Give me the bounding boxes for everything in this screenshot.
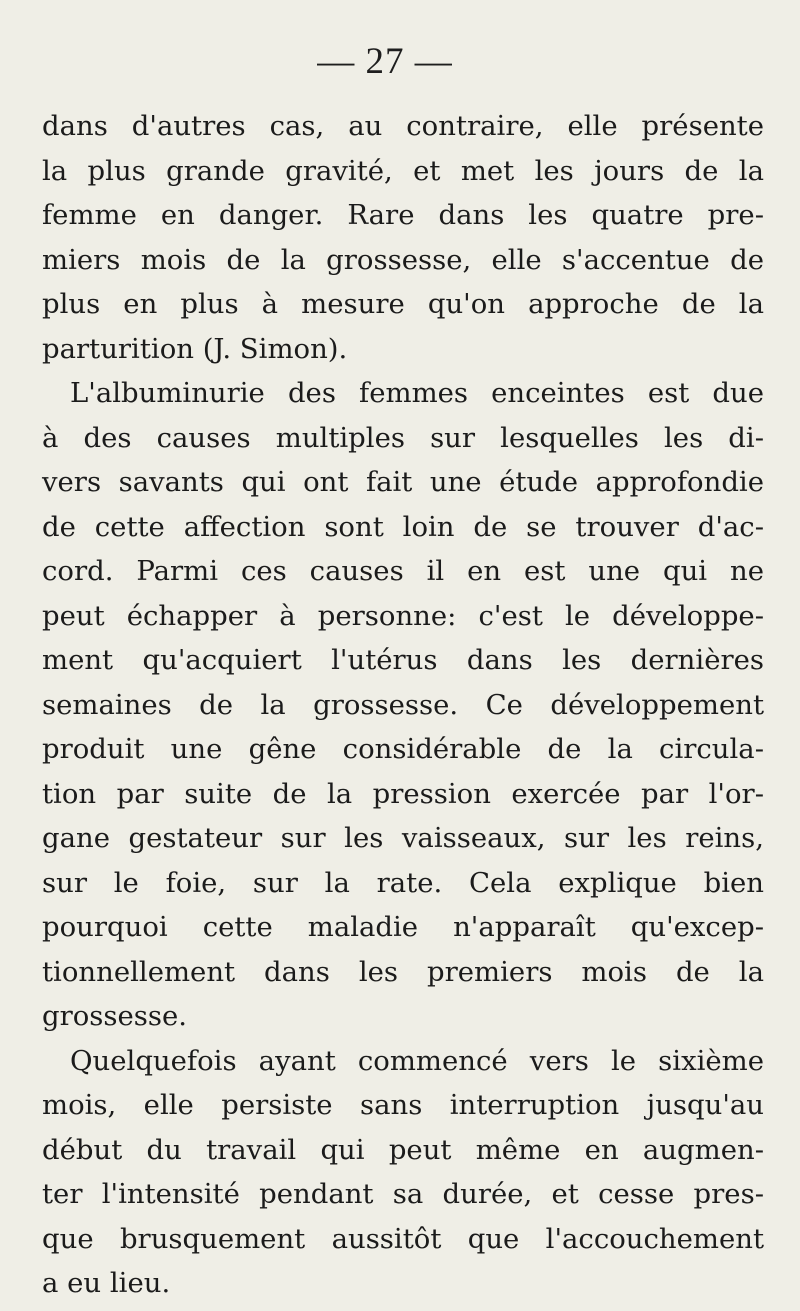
body-text — [42, 104, 764, 1306]
text-line: la plus grande gravité, et met les jours de la — [42, 154, 764, 187]
text-line: pourquoi cette maladie n'apparaît qu'excep- — [42, 911, 764, 943]
text-line: à des causes multiples sur lesquelles les di- — [42, 421, 764, 454]
text-line: cord. Parmi ces causes il en est une qui ne — [42, 555, 764, 587]
text-line: L'albuminurie des femmes enceintes est due — [70, 377, 764, 409]
text-line: début du travail qui peut même en augmen- — [42, 1133, 764, 1166]
text-line: sur le foie, sur la rate. Cela explique bien — [42, 866, 764, 899]
text-line: produit une gêne considérable de la circula- — [42, 733, 764, 765]
text-line: tion par suite de la pression exercée par l'or- — [42, 777, 764, 810]
page-number: — 27 — — [317, 41, 453, 82]
text-line: peut échapper à personne: c'est le développe- — [42, 599, 764, 632]
text-line: ter l'intensité pendant sa durée, et cesse pres- — [42, 1178, 764, 1210]
text-line: ment qu'acquiert l'utérus dans les dernières — [42, 644, 764, 676]
text-line: plus en plus à mesure qu'on approche de la — [42, 288, 764, 320]
text-line: miers mois de la grossesse, elle s'accentue de — [42, 243, 764, 276]
text-line: femme en danger. Rare dans les quatre pre- — [42, 199, 764, 231]
text-line: gane gestateur sur les vaisseaux, sur les reins, — [42, 822, 764, 854]
text-line: semaines de la grossesse. Ce développement — [42, 688, 764, 721]
text-line: parturition (J. Simon). — [42, 332, 348, 365]
text-line: Quelquefois ayant commencé vers le sixième — [70, 1044, 764, 1077]
text-line: mois, elle persiste sans interruption jusqu'au — [42, 1089, 764, 1121]
text-line: que brusquement aussitôt que l'accouchement — [42, 1222, 764, 1255]
text-line: a eu lieu. — [42, 1267, 171, 1299]
text-line: dans d'autres cas, au contraire, elle présente — [42, 110, 764, 142]
text-line: grossesse. — [42, 1000, 188, 1032]
text-line: tionnellement dans les premiers mois de la — [42, 955, 764, 988]
text-line: de cette affection sont loin de se trouver d'ac- — [42, 510, 764, 543]
text-line: vers savants qui ont fait une étude approfondie — [42, 466, 764, 498]
